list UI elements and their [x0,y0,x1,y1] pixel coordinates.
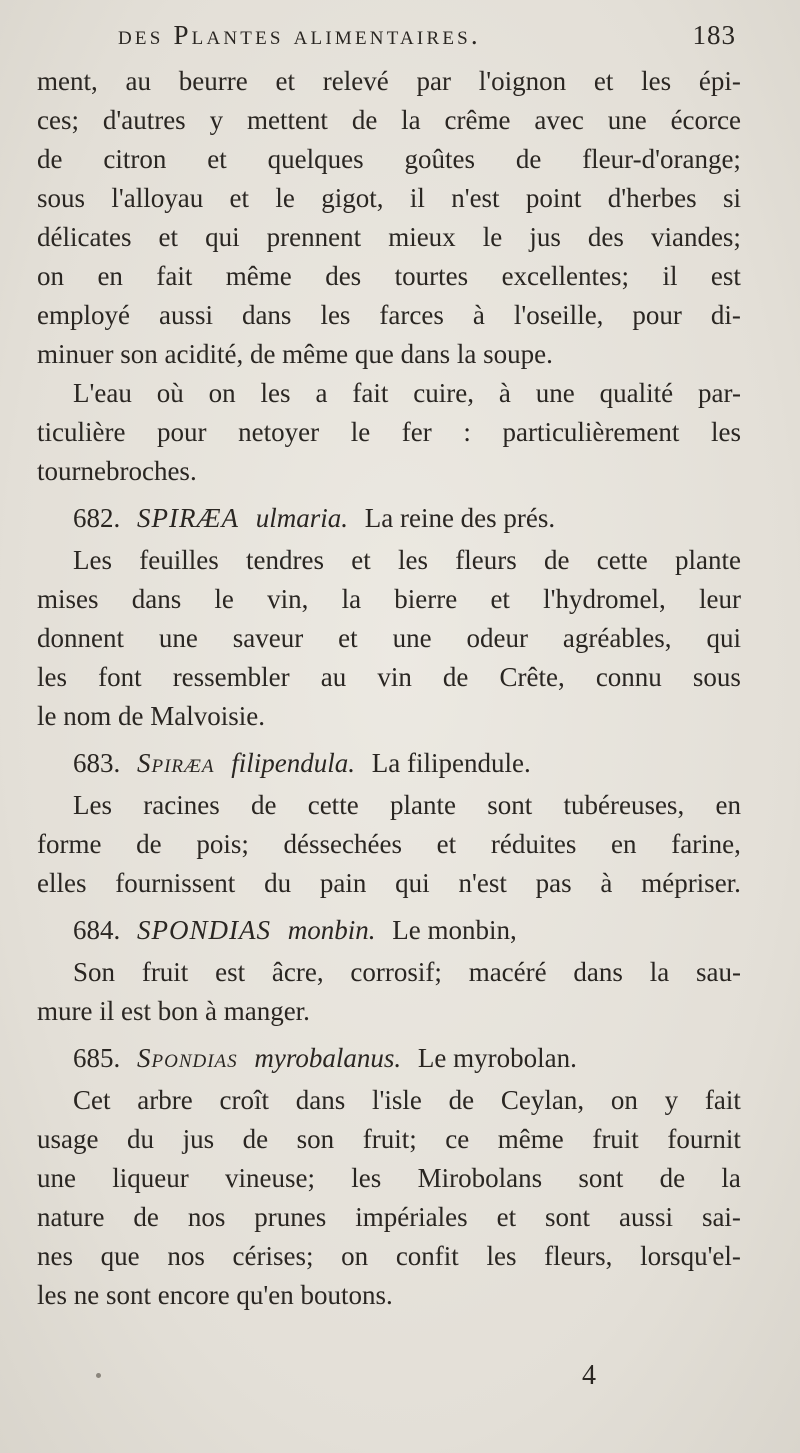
entry-species: myrobalanus. [254,1043,402,1073]
text-line: usage du jus de son fruit; ce même fruit fournit [37,1124,741,1154]
text-line: mises dans le vin, la bierre et l'hydromel, leur [37,584,741,614]
text-line: Les racines de cette plante sont tubéreuses, en [73,790,741,820]
text-line: employé aussi dans les farces à l'oseille, pour di- [37,300,741,330]
text-line: les font ressembler au vin de Crête, connu sous [37,662,741,692]
text-line: Cet arbre croît dans l'isle de Ceylan, on y fait [73,1085,741,1115]
entry-common-name: La filipendule. [371,748,531,778]
signature-mark: 4 [582,1360,596,1391]
page-number: 183 [692,20,736,50]
text-line: sous l'alloyau et le gigot, il n'est point d'herbes si [37,183,741,213]
text-line: nature de nos prunes impériales et sont aussi sai- [37,1202,741,1232]
entry-heading-683 [37,744,741,786]
text-line: minuer son acidité, de même que dans la soupe. [37,339,553,369]
text-line: de citron et quelques goûtes de fleur-d'orange; [37,144,741,174]
entry-genus: SPIRÆA [137,503,239,533]
text-line: forme de pois; déssechées et réduites en farine, [37,829,741,859]
entry-species: filipendula. [231,748,356,778]
text-line: nes que nos cérises; on confit les fleurs, lorsqu'el- [37,1241,741,1271]
text-line: délicates et qui prennent mieux le jus des viandes; [37,222,741,252]
entry-number: 682. [73,503,121,533]
text-line: Les feuilles tendres et les fleurs de cette plante [73,545,741,575]
entry-species: monbin. [287,915,376,945]
page-header [0,20,800,56]
entry-genus: Spondias [137,1043,238,1073]
entry-number: 683. [73,748,121,778]
entry-heading-684 [37,911,741,953]
entry-species: ulmaria. [255,503,348,533]
entry-number: 685. [73,1043,121,1073]
entry-common-name: Le myrobolan. [417,1043,577,1073]
entry-common-name: Le monbin, [392,915,517,945]
entry-number: 684. [73,915,121,945]
ink-dot [96,1373,101,1378]
page-body [37,62,741,1315]
text-line: les ne sont encore qu'en boutons. [37,1280,393,1310]
entry-genus: SPONDIAS [137,915,271,945]
text-line: Son fruit est âcre, corrosif; macéré dans la sau- [73,957,741,987]
text-line: ment, au beurre et relevé par l'oignon et les épi- [37,66,741,96]
text-line: mure il est bon à manger. [37,996,310,1026]
text-line: donnent une saveur et une odeur agréables, qui [37,623,741,653]
text-line: tournebroches. [37,456,197,486]
text-line: le nom de Malvoisie. [37,701,265,731]
entry-common-name: La reine des prés. [364,503,556,533]
entry-heading-685 [37,1039,741,1081]
text-line: L'eau où on les a fait cuire, à une qualité par- [73,378,741,408]
entry-genus: Spiræa [137,748,215,778]
text-line: une liqueur vineuse; les Mirobolans sont de la [37,1163,741,1193]
running-title: des Plantes alimentaires. [118,20,481,50]
entry-heading-682 [37,499,741,541]
text-line: ces; d'autres y mettent de la crême avec une écorce [37,105,741,135]
text-line: elles fournissent du pain qui n'est pas à mépriser. [37,868,741,898]
text-line: on en fait même des tourtes excellentes; il est [37,261,741,291]
text-line: ticulière pour netoyer le fer : particulièrement les [37,417,741,447]
